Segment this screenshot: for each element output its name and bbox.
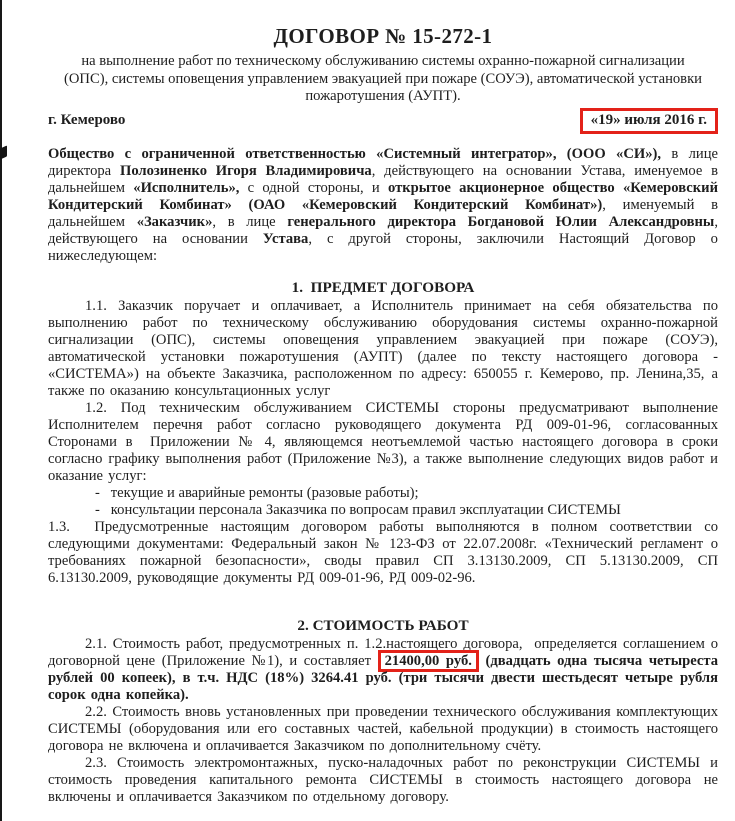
contract-title: ДОГОВОР № 15-272-1	[273, 24, 493, 48]
clause-2-2: 2.2. Стоимость вновь установленных при проведении технического обслуживания комплектующих СИСТЕМЫ (оборудования или его составных частей, кабельной продукции) в стоимость настоящего договора не включена и оплачивается Заказчиком по дополнительному счёту.	[48, 703, 718, 754]
preamble-paragraph: Общество с ограниченной ответственностью «Системный интегратор», (ООО «СИ»), в лице директора Полозиненко Игоря Владимировича, действующего на основании Устава, именуемое в дальнейшем «Исполнитель», с одной стороны, и открытое акционерное общество «Кемеровский Кондитерский Комбинат» (ОАО «Кемеровский Кондитерский Комбинат»), именуемый в дальнейшем «Заказчик», в лице генерального директора Богдановой Юлии Александровны, действующего на основании Устава, с другой стороны, заключили Настоящий Договор о нижеследующем:	[48, 145, 719, 264]
clause-2-1: 2.1. Стоимость работ, предусмотренных п. 1.2.настоящего договора, определяется соглашением о договорной цене (Приложение №1), и составляет 21400,00 руб. (двадцать одна тысяча четыреста рублей 00 копеек), в т.ч. НДС (18%) 3264.41 руб. (три тысячи двести шестьдесят четыре рубля сорок одна копейка).	[48, 635, 718, 703]
section-1-heading: 1. ПРЕДМЕТ ДОГОВОРА	[291, 278, 475, 296]
place-label: г. Кемерово	[48, 112, 126, 128]
scan-edge-artifact	[0, 0, 2, 821]
date-highlight-box: «19» июля 2016 г.	[580, 108, 718, 134]
clause-1-1: 1.1. Заказчик поручает и оплачивает, а Исполнитель принимает на себя обязательства по выполнению работ по техническому обслуживанию оборудования системы охранно-пожарной сигнализации (ОПС), системы оповещения управлением эвакуацией при пожаре (СОУЭ), автоматической установки пожаротушения (АУПТ) (далее по тексту настоящего договора - «СИСТЕМА») на объекте Заказчика, расположенном по адресу: 650055 г. Кемерово, пр. Ленина,35, а также по оказанию консультационных услуг	[48, 297, 718, 399]
clause-1-3: 1.3. Предусмотренные настоящим договором работы выполняются в полном соответствии со следующими документами: Федеральный закон № 123-ФЗ от 22.07.2008г. «Технический регламент о требованиях пожарной безопасности», своды правил СП 3.13130.2009, СП 5.13130.2009, СП 6.13130.2009, руководящие документы РД 009-01-96, РД 009-02-96.	[48, 518, 718, 586]
meta-row	[48, 107, 718, 135]
clause-1-2: 1.2. Под техническим обслуживанием СИСТЕМЫ стороны предусматривают выполнение Исполнителем перечня работ согласно руководящего документа РД 009-01-96, согласованных Сторонами в Приложении № 4, являющемся неотъемлемой частью настоящего договора в сроки согласно графику выполнения работ (Приложение №3), а также выполнение следующих видов работ и оказание услуг:	[48, 399, 718, 484]
contract-subject: на выполнение работ по техническому обслуживанию системы охранно-пожарной сигнализации (ОПС), системы оповещения управлением эвакуацией при пожаре (СОУЭ), автоматической установки пожаротушения (АУПТ).	[64, 53, 702, 104]
clause-2-3: 2.3. Стоимость электромонтажных, пуско-наладочных работ по реконструкции СИСТЕМЫ и стоимость проведения капитального ремонта СИСТЕМЫ в стоимость настоящего договора не включены и оплачивается Заказчиком по отдельному договору.	[48, 754, 718, 805]
section-2-heading: 2. СТОИМОСТЬ РАБОТ	[297, 616, 469, 634]
bullet-item-consulting: - консультации персонала Заказчика по вопросам правил эксплуатации СИСТЕМЫ	[95, 501, 621, 518]
bullet-item-repairs: - текущие и аварийные ремонты (разовые работы);	[95, 484, 419, 501]
